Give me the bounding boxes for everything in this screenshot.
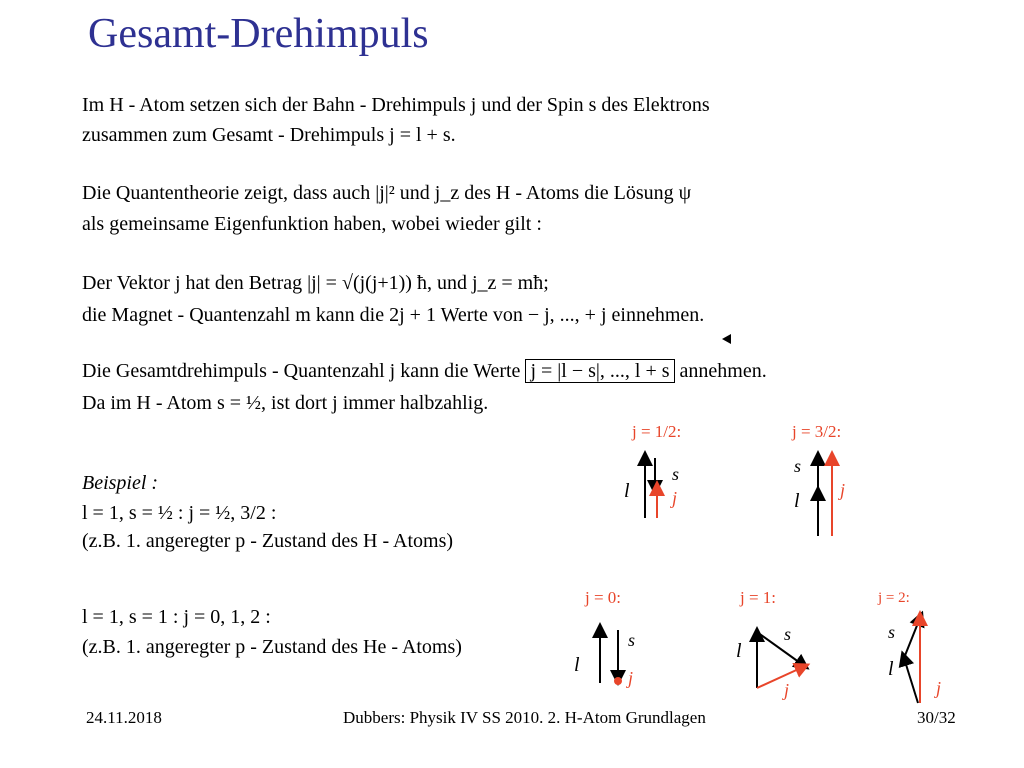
diagram3-l-label: l [574,654,580,676]
paragraph3-line2: die Magnet - Quantenzahl m kann die 2j + 1 Werte von − j, ..., + j einnehmen. [82,304,705,326]
diagram3-j-label: j [628,668,634,688]
diagram2-label: j = 3/2: [792,422,842,441]
diagram4-j-label: j [784,680,790,700]
example1-line1: l = 1, s = ½ : j = ½, 3/2 : [82,502,277,524]
paragraph4-prefix: Die Gesamtdrehimpuls - Quantenzahl j kann die Werte [82,360,521,382]
diagram1-l-label: l [624,480,630,502]
paragraph2-line2: als gemeinsame Eigenfunktion haben, wobei wieder gilt : [82,213,542,235]
diagram4-label: j = 1: [740,588,777,607]
footer-title: Dubbers: Physik IV SS 2010. 2. H-Atom Grundlagen [343,708,706,727]
diagram4-vectors [745,620,820,695]
diagram2-vectors [800,448,860,543]
diagram5-label: j = 2: [878,590,910,606]
example2-line1: l = 1, s = 1 : j = 0, 1, 2 : [82,606,271,628]
paragraph2-line1: Die Quantentheorie zeigt, dass auch |j|² und j_z des H - Atoms die Lösung ψ [82,182,692,204]
footer-date: 24.11.2018 [86,708,162,727]
diagram1-label: j = 1/2: [632,422,682,441]
paragraph4-line2: Da im H - Atom s = ½, ist dort j immer halbzahlig. [82,392,489,414]
paragraph4-suffix: annehmen. [679,360,767,382]
paragraph1-line1: Im H - Atom setzen sich der Bahn - Drehimpuls j und der Spin s des Elektrons [82,94,710,116]
diagram2-j-label: j [840,480,846,500]
example1-line2: (z.B. 1. angeregter p - Zustand des H - Atoms) [82,530,454,552]
diagram1-j-label: j [672,488,678,508]
paragraph3-line1: Der Vektor j hat den Betrag |j| = √(j(j+1)) ħ, und j_z = mħ; [82,272,549,294]
diagram2-l-label: l [794,490,800,512]
diagram5-j-label: j [936,678,942,698]
diagram5-s-label: s [888,622,896,642]
paragraph4-formula-box: j = |l − s|, ..., l + s [525,359,674,383]
diagram3-label: j = 0: [585,588,622,607]
diagram4-l-label: l [736,640,742,662]
diagram4-s-label: s [784,624,792,644]
example2-line2: (z.B. 1. angeregter p - Zustand des He - Atoms) [82,636,462,658]
example-heading: Beispiel : [82,472,159,494]
diagram1-s-label: s [672,464,680,484]
diagram5-l-label: l [888,658,894,680]
footer-page-number: 30/32 [917,708,956,727]
pointer-triangle-icon [722,334,731,344]
diagram3-vectors [590,618,650,688]
diagram3-s-label: s [628,630,636,650]
paragraph1-line2: zusammen zum Gesamt - Drehimpuls j = l + s. [82,124,456,146]
page-title: Gesamt-Drehimpuls [88,11,429,57]
diagram2-s-label: s [794,456,802,476]
paragraph4-line1 [82,360,767,383]
